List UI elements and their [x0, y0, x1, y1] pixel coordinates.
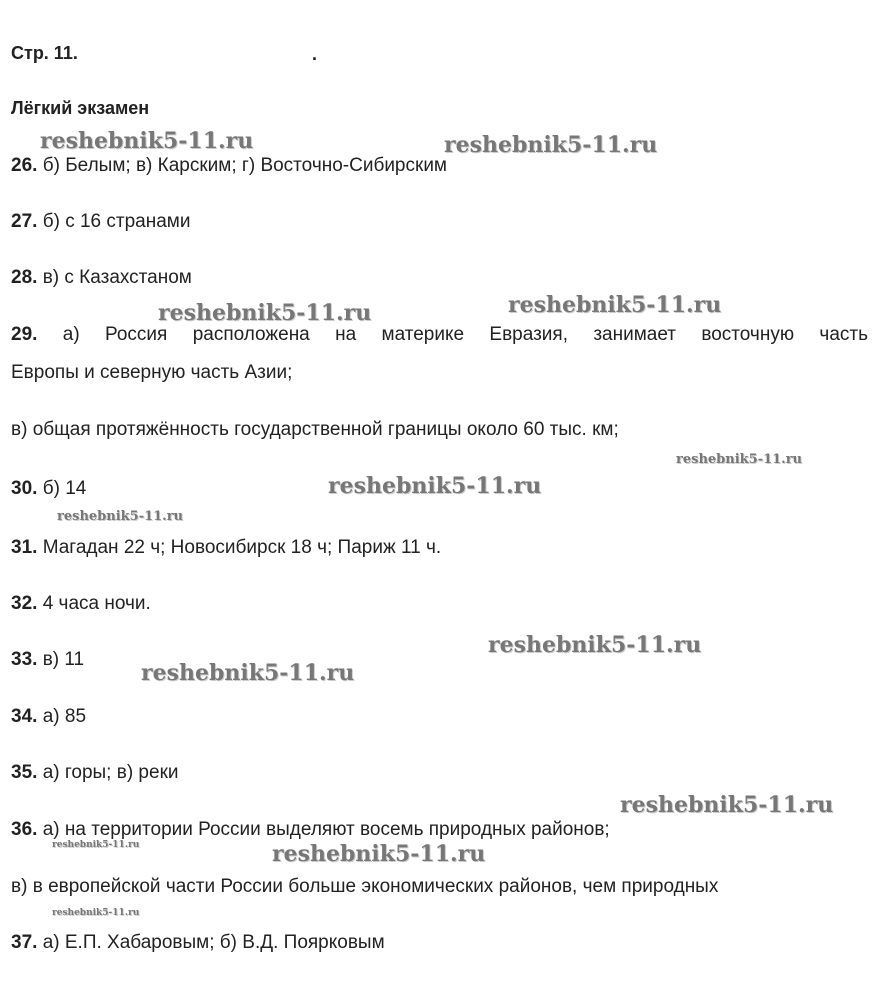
watermark: reshebnik5-11.ru: [52, 840, 140, 850]
answer-number: 28.: [11, 267, 38, 288]
answer-number: 37.: [11, 932, 38, 953]
answer-number: 36.: [11, 819, 38, 840]
page-title: Стр. 11.: [11, 43, 78, 63]
watermark: reshebnik5-11.ru: [141, 660, 355, 686]
answer-29: [11, 323, 868, 347]
watermark: reshebnik5-11.ru: [508, 292, 722, 318]
answer-32: [11, 592, 151, 616]
answer-31: [11, 536, 441, 560]
watermark: reshebnik5-11.ru: [158, 300, 372, 326]
answer-number: 34.: [11, 706, 38, 727]
answer-number: 35.: [11, 762, 38, 783]
watermark: reshebnik5-11.ru: [444, 132, 658, 158]
watermark: reshebnik5-11.ru: [40, 128, 254, 154]
answer-29-continuation: [11, 361, 292, 385]
section-title: Лёгкий экзамен: [11, 98, 150, 118]
answer-35: [11, 761, 179, 785]
answer-number: 27.: [11, 211, 38, 232]
answer-text: в) 11: [42, 649, 85, 670]
answer-34: [11, 705, 86, 729]
answer-text: б) 14: [42, 478, 87, 499]
answer-text: а) Е.П. Хабаровым; б) В.Д. Поярковым: [42, 932, 385, 953]
answer-28: [11, 266, 192, 290]
answer-number: 26.: [11, 155, 38, 176]
answer-number: 31.: [11, 537, 38, 558]
answer-36-b: [11, 875, 718, 899]
answer-33: [11, 648, 84, 672]
answer-number: 33.: [11, 649, 38, 670]
watermark: reshebnik5-11.ru: [328, 473, 542, 499]
answer-30: [11, 477, 86, 501]
answer-text: а) Россия расположена на материке Евразия, занимает восточную часть: [62, 324, 868, 345]
answer-text: в) с Казахстаном: [42, 267, 192, 288]
answer-29-b: [11, 418, 619, 442]
watermark: reshebnik5-11.ru: [676, 452, 803, 467]
answer-text: а) на территории России выделяют восемь природных районов;: [42, 819, 610, 840]
answer-number: 32.: [11, 593, 38, 614]
answer-text: 4 часа ночи.: [42, 593, 151, 614]
answer-37: [11, 931, 385, 955]
answer-text: а) горы; в) реки: [42, 762, 179, 783]
watermark: reshebnik5-11.ru: [272, 841, 486, 867]
answer-number: 30.: [11, 478, 38, 499]
answer-36: [11, 818, 610, 842]
answer-text: Европы и северную часть Азии;: [11, 362, 293, 383]
answer-text: в) в европейской части России больше экономических районов, чем природных: [11, 876, 719, 897]
answer-number: 29.: [11, 324, 38, 345]
answer-text: б) с 16 странами: [42, 211, 191, 232]
answer-text: б) Белым; в) Карским; г) Восточно-Сибирским: [42, 155, 447, 176]
answer-text: Магадан 22 ч; Новосибирск 18 ч; Париж 11 ч.: [42, 537, 442, 558]
answer-26: [11, 154, 447, 178]
watermark: reshebnik5-11.ru: [620, 792, 834, 818]
watermark: reshebnik5-11.ru: [57, 509, 184, 524]
answer-27: [11, 210, 190, 234]
watermark: reshebnik5-11.ru: [488, 632, 702, 658]
answer-text: в) общая протяжённость государственной границы около 60 тыс. км;: [11, 419, 619, 440]
title-dot: .: [312, 44, 318, 64]
answer-text: а) 85: [42, 706, 87, 727]
watermark: reshebnik5-11.ru: [52, 908, 140, 918]
